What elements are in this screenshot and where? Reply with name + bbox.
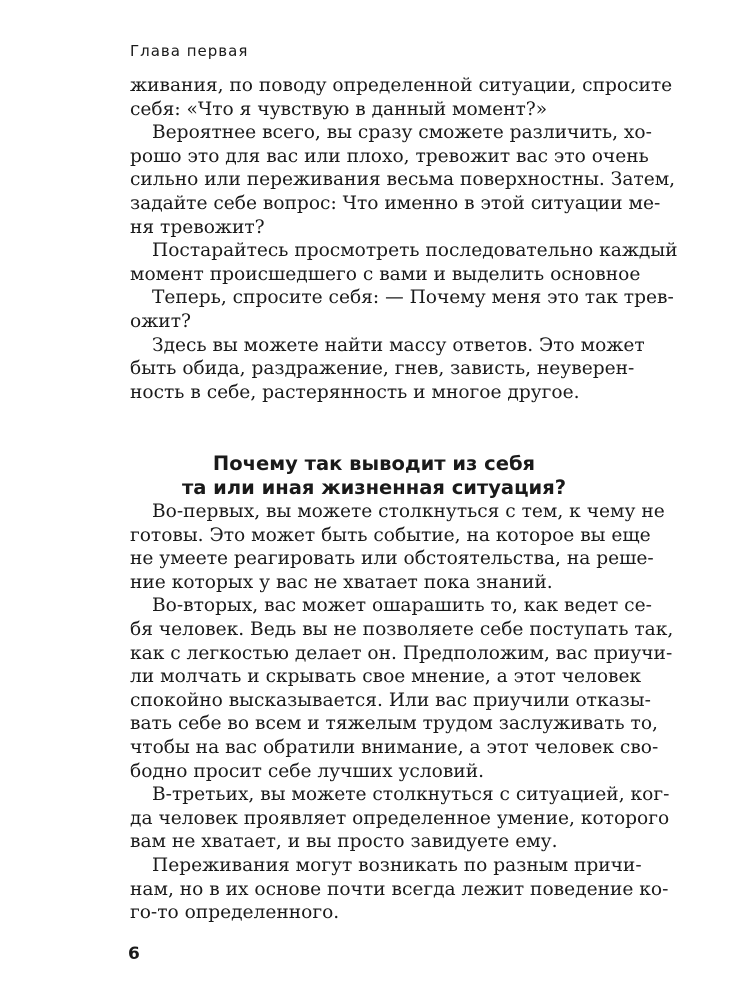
text-line: да человек проявляет определенное умение, которого (130, 807, 670, 829)
text-line: готовы. Это может быть событие, на которое вы еще (130, 524, 651, 546)
text-line: Постарайтесь просмотреть последовательно каждый (152, 240, 678, 262)
text-line: быть обида, раздражение, гнев, зависть, неуверен- (130, 358, 635, 380)
text-line: живания, по поводу определенной ситуации, спросите (130, 75, 673, 96)
text-line: нам, но в их основе почти всегда лежит поведение ко- (130, 878, 669, 900)
text-line: Теперь, спросите себя: — Почему меня это так трев- (152, 287, 674, 309)
text-line: сильно или переживания весьма поверхностны. Затем, (130, 169, 676, 191)
text-line: Во-вторых, вас может ошарашить то, как ведет се- (152, 595, 652, 617)
text-line: ня тревожит? (130, 216, 265, 238)
text-line: бодно просит себе лучших условий. (130, 760, 484, 782)
text-line: ность в себе, растерянность и многое другое. (130, 381, 580, 403)
text-line: Вероятнее всего, вы сразу сможете различить, хо- (152, 122, 652, 144)
section-heading-line: та или иная жизненная ситуация? (181, 476, 567, 499)
text-line: Здесь вы можете найти массу ответов. Это может (152, 334, 645, 356)
text-line: Переживания могут возникать по разным причи- (152, 854, 642, 876)
running-head: Глава первая (130, 42, 249, 60)
text-line: бя человек. Ведь вы не позволяете себе поступать так, (130, 618, 674, 640)
text-line: спокойно высказывается. Или вас приучили отказы- (130, 689, 651, 711)
text-line: ли молчать и скрывать свое мнение, а этот человек (130, 666, 642, 688)
text-line: момент происшедшего с вами и выделить основное (130, 263, 641, 285)
text-line: чтобы на вас обратили внимание, а этот человек сво- (130, 736, 659, 758)
text-line: ожит? (130, 310, 191, 332)
text-line: Во-первых, вы можете столкнуться с тем, к чему не (152, 501, 665, 522)
text-line: вать себе во всем и тяжелым трудом заслуживать то, (130, 713, 658, 735)
text-line: ние которых у вас не хватает пока знаний. (130, 571, 553, 593)
text-line: вам не хватает, и вы просто завидуете ему. (130, 831, 558, 853)
text-line: В-третьих, вы можете столкнуться с ситуацией, ког- (152, 784, 670, 806)
text-block-reasons (130, 500, 674, 925)
section-heading-line: Почему так выводит из себя (212, 452, 536, 475)
section-heading (130, 452, 618, 500)
text-block-intro (130, 74, 678, 404)
text-line: как с легкостью делает он. Предположим, вас приучи- (130, 642, 673, 664)
page-number: 6 (128, 944, 140, 964)
text-line: не умеете реагировать или обстоятельства, на реше- (130, 548, 654, 570)
text-line: задайте себе вопрос: Что именно в этой ситуации ме- (130, 192, 661, 214)
text-line: себя: «Что я чувствую в данный момент?» (130, 98, 548, 120)
text-line: рошо это для вас или плохо, тревожит вас это очень (130, 145, 649, 167)
text-line: го-то определенного. (130, 902, 340, 924)
